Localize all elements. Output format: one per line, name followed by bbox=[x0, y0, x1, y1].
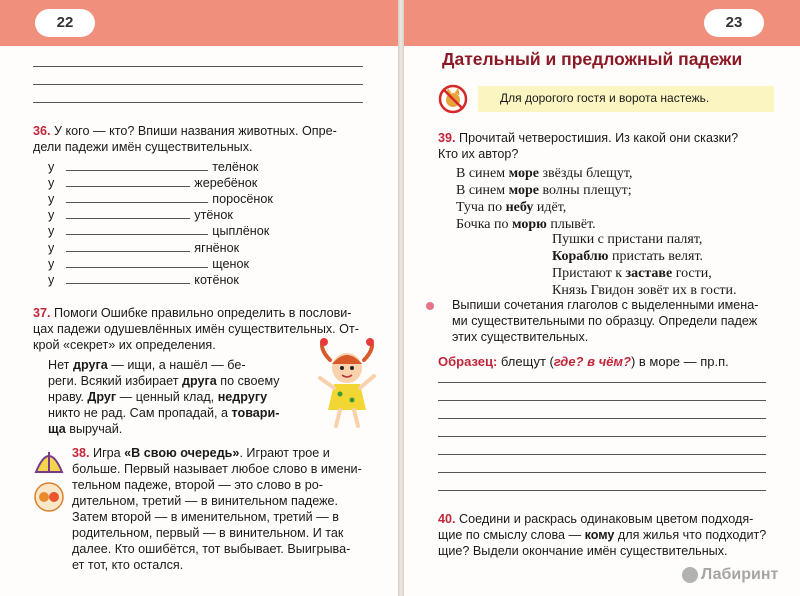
left-page bbox=[0, 0, 398, 596]
proverb-line: никто не рад. Сам пропадай, а товари- bbox=[48, 406, 280, 420]
page-title: Дательный и предложный падежи bbox=[442, 49, 743, 69]
girl-illustration bbox=[316, 338, 378, 430]
poem-line: Кораблю пристать велят. bbox=[552, 249, 704, 264]
exercise-40-line2: щие по смыслу слова — кому для жилья что подходит? bbox=[438, 528, 767, 542]
exercise-number: 39. bbox=[438, 131, 456, 145]
exercise-37-line1: 37. Помоги Ошибке правильно определить в послови- bbox=[33, 306, 352, 320]
exercise-38-line: ет тот, кто остался. bbox=[72, 558, 184, 572]
writing-line bbox=[438, 436, 766, 437]
poem-line: Туча по небу идёт, bbox=[456, 200, 567, 215]
writing-line bbox=[33, 66, 363, 67]
preposition: у bbox=[48, 224, 55, 239]
proverb-text: Для дорогого гостя и ворота настежь. bbox=[500, 91, 710, 105]
proverb-line: ща выручай. bbox=[48, 422, 123, 436]
preposition: у bbox=[48, 208, 55, 223]
exercise-38-line: Затем второй — в именительном, третий — в bbox=[72, 510, 339, 524]
writing-line bbox=[438, 490, 766, 491]
writing-line bbox=[438, 454, 766, 455]
exercise-38-line1: 38. Игра «В свою очередь». Играют трое и bbox=[72, 446, 330, 460]
preposition: у bbox=[48, 272, 55, 287]
animal-row bbox=[48, 273, 239, 289]
exercise-37-line2: цах падежи одушевлённых имён существительных. От- bbox=[33, 322, 359, 336]
fill-in-blank[interactable] bbox=[66, 224, 208, 235]
writing-line bbox=[33, 84, 363, 85]
fill-in-blank[interactable] bbox=[66, 192, 208, 203]
exercise-38-line: тельном падеже, второй — это слово в ро- bbox=[72, 478, 323, 492]
animal-row bbox=[48, 176, 257, 192]
preposition: у bbox=[48, 192, 55, 207]
sample-line: Образец: блещут (где? в чём?) в море — пр.п. bbox=[438, 354, 729, 369]
animal-row bbox=[48, 192, 273, 208]
exercise-39-line1: 39. Прочитай четверостишия. Из какой они сказки? bbox=[438, 131, 739, 145]
animal-word: котёнок bbox=[194, 272, 239, 287]
animal-row bbox=[48, 208, 233, 224]
exercise-number: 40. bbox=[438, 512, 456, 526]
exercise-39-task: ми существительными по образцу. Определи падеж bbox=[452, 314, 758, 328]
fill-in-blank[interactable] bbox=[66, 160, 208, 171]
writing-line bbox=[438, 472, 766, 473]
fill-in-blank[interactable] bbox=[66, 257, 208, 268]
writing-line bbox=[438, 382, 766, 383]
game-tent-icon bbox=[34, 444, 64, 474]
pair-work-icon bbox=[34, 482, 64, 512]
animal-word: ягнёнок bbox=[194, 240, 240, 255]
exercise-36-line1: 36. У кого — кто? Впиши названия животных. Опре- bbox=[33, 124, 337, 138]
preposition: у bbox=[48, 256, 55, 271]
preposition: у bbox=[48, 160, 55, 174]
exercise-36-line2: дели падежи имён существительных. bbox=[33, 140, 253, 154]
animal-word: поросёнок bbox=[212, 192, 273, 207]
proverb-box bbox=[478, 86, 774, 112]
poem-line: Пушки с пристани палят, bbox=[552, 232, 703, 247]
exercise-39-task: этих существительных. bbox=[452, 330, 589, 344]
fill-in-blank[interactable] bbox=[66, 241, 190, 252]
animal-word: утёнок bbox=[194, 208, 233, 223]
poem-line: Князь Гвидон зовёт их в гости. bbox=[552, 283, 737, 298]
no-cat-sign-icon bbox=[438, 84, 468, 114]
fill-in-blank[interactable] bbox=[66, 176, 190, 187]
animal-row bbox=[48, 160, 258, 176]
writing-line bbox=[33, 102, 363, 103]
exercise-40-line1: 40. Соедини и раскрась одинаковым цветом подходя- bbox=[438, 512, 754, 526]
exercise-number: 37. bbox=[33, 306, 51, 320]
fill-in-blank[interactable] bbox=[66, 208, 190, 219]
animal-row bbox=[48, 257, 249, 273]
exercise-39-task: Выпиши сочетания глаголов с выделенными имена- bbox=[452, 298, 759, 312]
task-bullet bbox=[426, 302, 434, 310]
poem-line: Пристают к заставе гости, bbox=[552, 266, 712, 281]
page-number: 22 bbox=[35, 9, 95, 37]
exercise-37-line3: крой «секрет» их определения. bbox=[33, 338, 216, 352]
exercise-number: 36. bbox=[33, 124, 51, 138]
exercise-40-line3: щие? Выдели окончание имён существительных. bbox=[438, 544, 728, 558]
labyrinth-logo-icon bbox=[682, 567, 698, 583]
animal-word: жеребёнок bbox=[194, 176, 258, 191]
animal-word: телёнок bbox=[212, 160, 259, 174]
writing-line bbox=[438, 418, 766, 419]
exercise-number: 38. bbox=[72, 446, 90, 460]
exercise-38-line: дительном, третий — в винительном падеже. bbox=[72, 494, 339, 508]
exercise-39-line2: Кто их автор? bbox=[438, 147, 519, 161]
proverb-line: нраву. Друг — ценный клад, недругу bbox=[48, 390, 268, 404]
animal-row bbox=[48, 224, 269, 240]
poem-line: Бочка по морю плывёт. bbox=[456, 217, 596, 232]
preposition: у bbox=[48, 176, 55, 191]
exercise-38-line: далее. Кто ошибётся, тот выбывает. Выигрыва- bbox=[72, 542, 351, 556]
proverb-line: реги. Всякий избирает друга по своему bbox=[48, 374, 280, 388]
animal-word: цыплёнок bbox=[212, 224, 270, 239]
writing-line bbox=[438, 400, 766, 401]
page-number: 23 bbox=[704, 9, 764, 37]
proverb-line: Нет друга — ищи, а нашёл — бе- bbox=[48, 358, 246, 372]
poem-line: В синем море волны плещут; bbox=[456, 183, 632, 198]
watermark-logo: Лабиринт bbox=[682, 566, 778, 584]
exercise-38-line: больше. Первый называет любое слово в имени- bbox=[72, 462, 362, 476]
fill-in-blank[interactable] bbox=[66, 273, 190, 284]
right-page bbox=[404, 0, 800, 596]
preposition: у bbox=[48, 240, 55, 255]
poem-line: В синем море звёзды блещут, bbox=[456, 166, 633, 181]
animal-row bbox=[48, 241, 239, 257]
exercise-38-line: родительном, первый — в винительном. И так bbox=[72, 526, 344, 540]
animal-word: щенок bbox=[212, 256, 249, 271]
